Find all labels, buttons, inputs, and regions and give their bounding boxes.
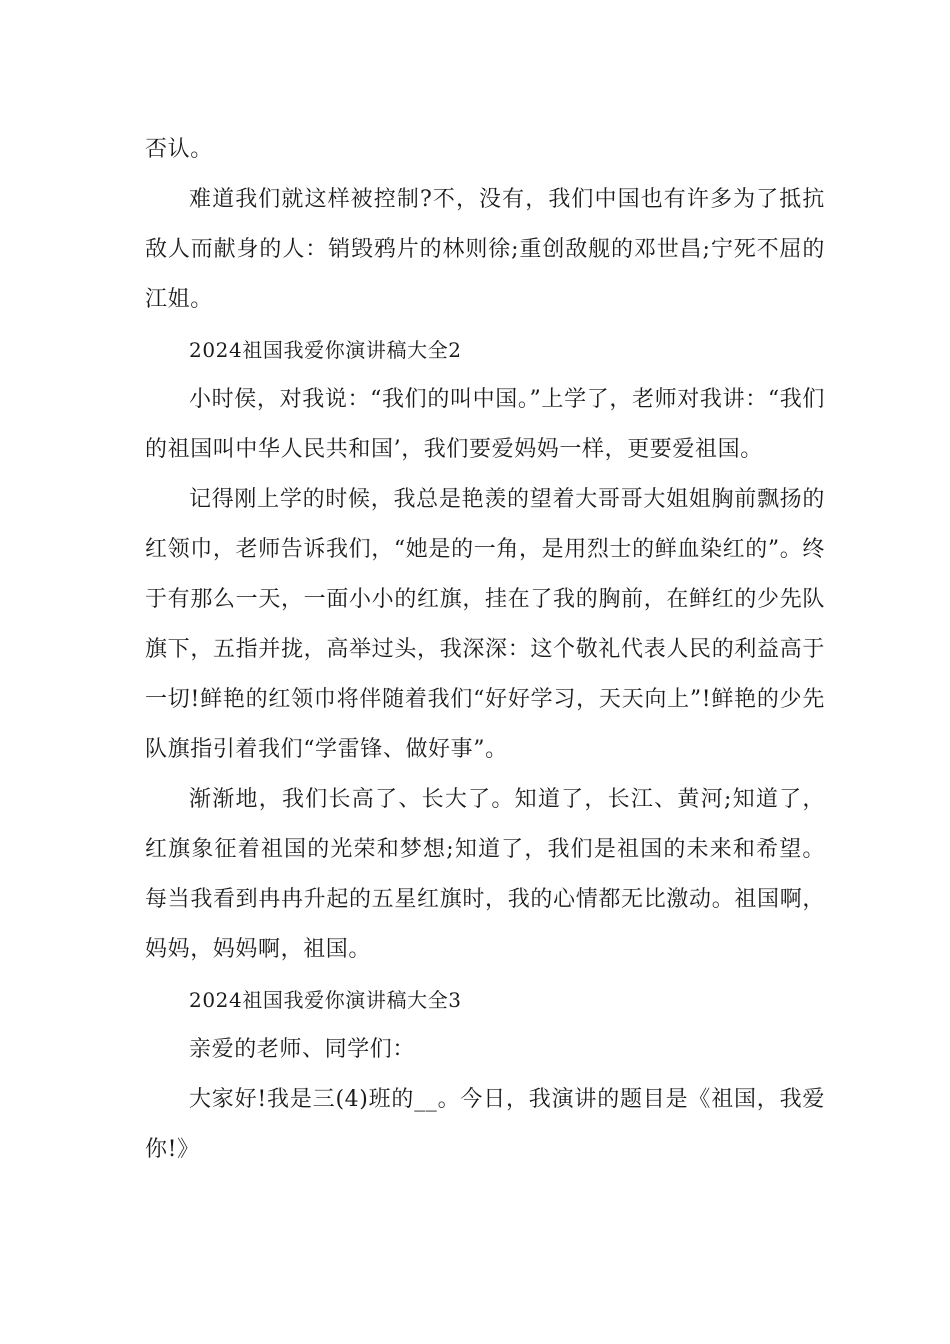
paragraph: 记得刚上学的时候，我总是艳羡的望着大哥哥大姐姐胸前飘扬的红领巾，老师告诉我们，“她是的一角，是用烈士的鲜血染红的”。终于有那么一天，一面小小的红旗，挂在了我的胸前，在鲜红的少先队旗下，五指并拢，高举过头，我深深：这个敬礼代表人民的利益高于一切!鲜艳的红领巾将伴随着我们“好好学习，天天向上”!鲜艳的少先队旗指引着我们“学雷锋、做好事”。 <box>145 487 825 762</box>
paragraph: 渐渐地，我们长高了、长大了。知道了，长江、黄河;知道了，红旗象征着祖国的光荣和梦想;知道了，我们是祖国的未来和希望。每当我看到冉冉升起的五星红旗时，我的心情都无比激动。祖国啊，妈妈，妈妈啊，祖国。 <box>145 787 825 962</box>
document-body <box>145 125 825 1175</box>
paragraph: 亲爱的老师、同学们： <box>189 1037 416 1062</box>
paragraph: 难道我们就这样被控制?不，没有，我们中国也有许多为了抵抗敌人而献身的人：销毁鸦片的林则徐;重创敌舰的邓世昌;宁死不屈的江姐。 <box>145 187 825 312</box>
section-heading: 2024祖国我爱你演讲稿大全3 <box>189 988 462 1012</box>
section-heading: 2024祖国我爱你演讲稿大全2 <box>189 338 462 362</box>
paragraph: 否认。 <box>145 137 213 162</box>
paragraph: 小时侯，对我说：“我们的叫中国。”上学了，老师对我讲：“我们的祖国叫中华人民共和国’，我们要爱妈妈一样，更要爱祖国。 <box>145 387 825 462</box>
paragraph: 大家好!我是三(4)班的__。今日，我演讲的题目是《祖国，我爱你!》 <box>145 1087 825 1162</box>
